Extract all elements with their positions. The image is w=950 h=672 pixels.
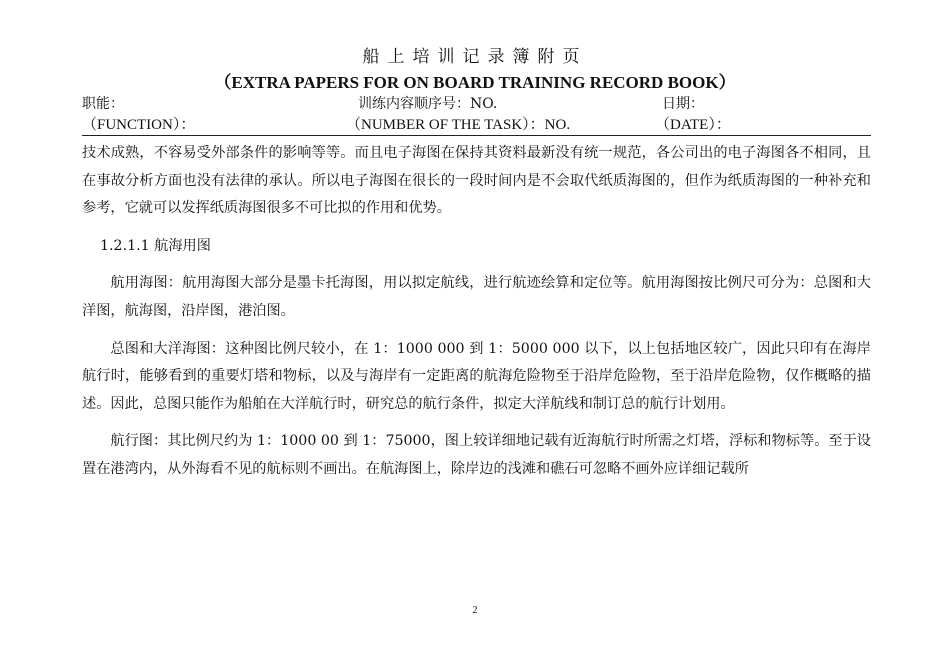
function-label-cn: 职能： (82, 96, 124, 112)
function-label-en: （FUNCTION）： (82, 117, 196, 133)
page-number: 2 (472, 605, 478, 616)
paragraph: 航行图：其比例尺约为 1：1000 00 到 1：75000，图上较详细地记载有近海航行时所需之灯塔，浮标和物标等。至于设置在港湾内，从外海看不见的航标则不画出。在航海图上，除岸边的浅滩和礁石可忽略不画外应详细记载所 (82, 433, 871, 477)
body-text (82, 140, 871, 484)
header-divider (82, 135, 871, 136)
paragraph: 航用海图：航用海图大部分是墨卡托海图，用以拟定航线，进行航迹绘算和定位等。航用海图按比例尺可分为：总图和大洋图，航海图，沿岸图，港泊图。 (82, 275, 871, 319)
task-number-label-cn: 训练内容顺序号：NO. (358, 96, 498, 112)
page-title-english: （EXTRA PAPERS FOR ON BOARD TRAINING RECORD BOOK） (214, 73, 736, 92)
date-label-cn: 日期： (662, 96, 704, 112)
page-title-chinese: 船上培训记录簿附页 (362, 47, 588, 67)
section-heading: 1.2.1.1 航海用图 (100, 237, 211, 254)
date-label-en: （DATE）： (655, 117, 731, 133)
paragraph: 总图和大洋海图：这种图比例尺较小，在 1：1000 000 到 1：5000 000 以下，以上包括地区较广，因此只印有在海岸航行时，能够看到的重要灯塔和物标，以及与海岸有一定距离的航海危险物至于沿岸危险物，至于沿岸危险物，仅作概略的描述。因此，总图只能作为船舶在大洋航行时，研究总的航行条件，拟定大洋航线和制订总的航行计划用。 (82, 340, 871, 412)
task-number-label-en: （NUMBER OF THE TASK）：NO. (346, 117, 571, 133)
paragraph: 技术成熟，不容易受外部条件的影响等等。而且电子海图在保持其资料最新没有统一规范，各公司出的电子海图各不相同，且在事故分析方面也没有法律的承认。所以电子海图在很长的一段时间内是不会取代纸质海图的，但作为纸质海图的一种补充和参考，它就可以发挥纸质海图很多不可比拟的作用和优势。 (82, 145, 871, 217)
